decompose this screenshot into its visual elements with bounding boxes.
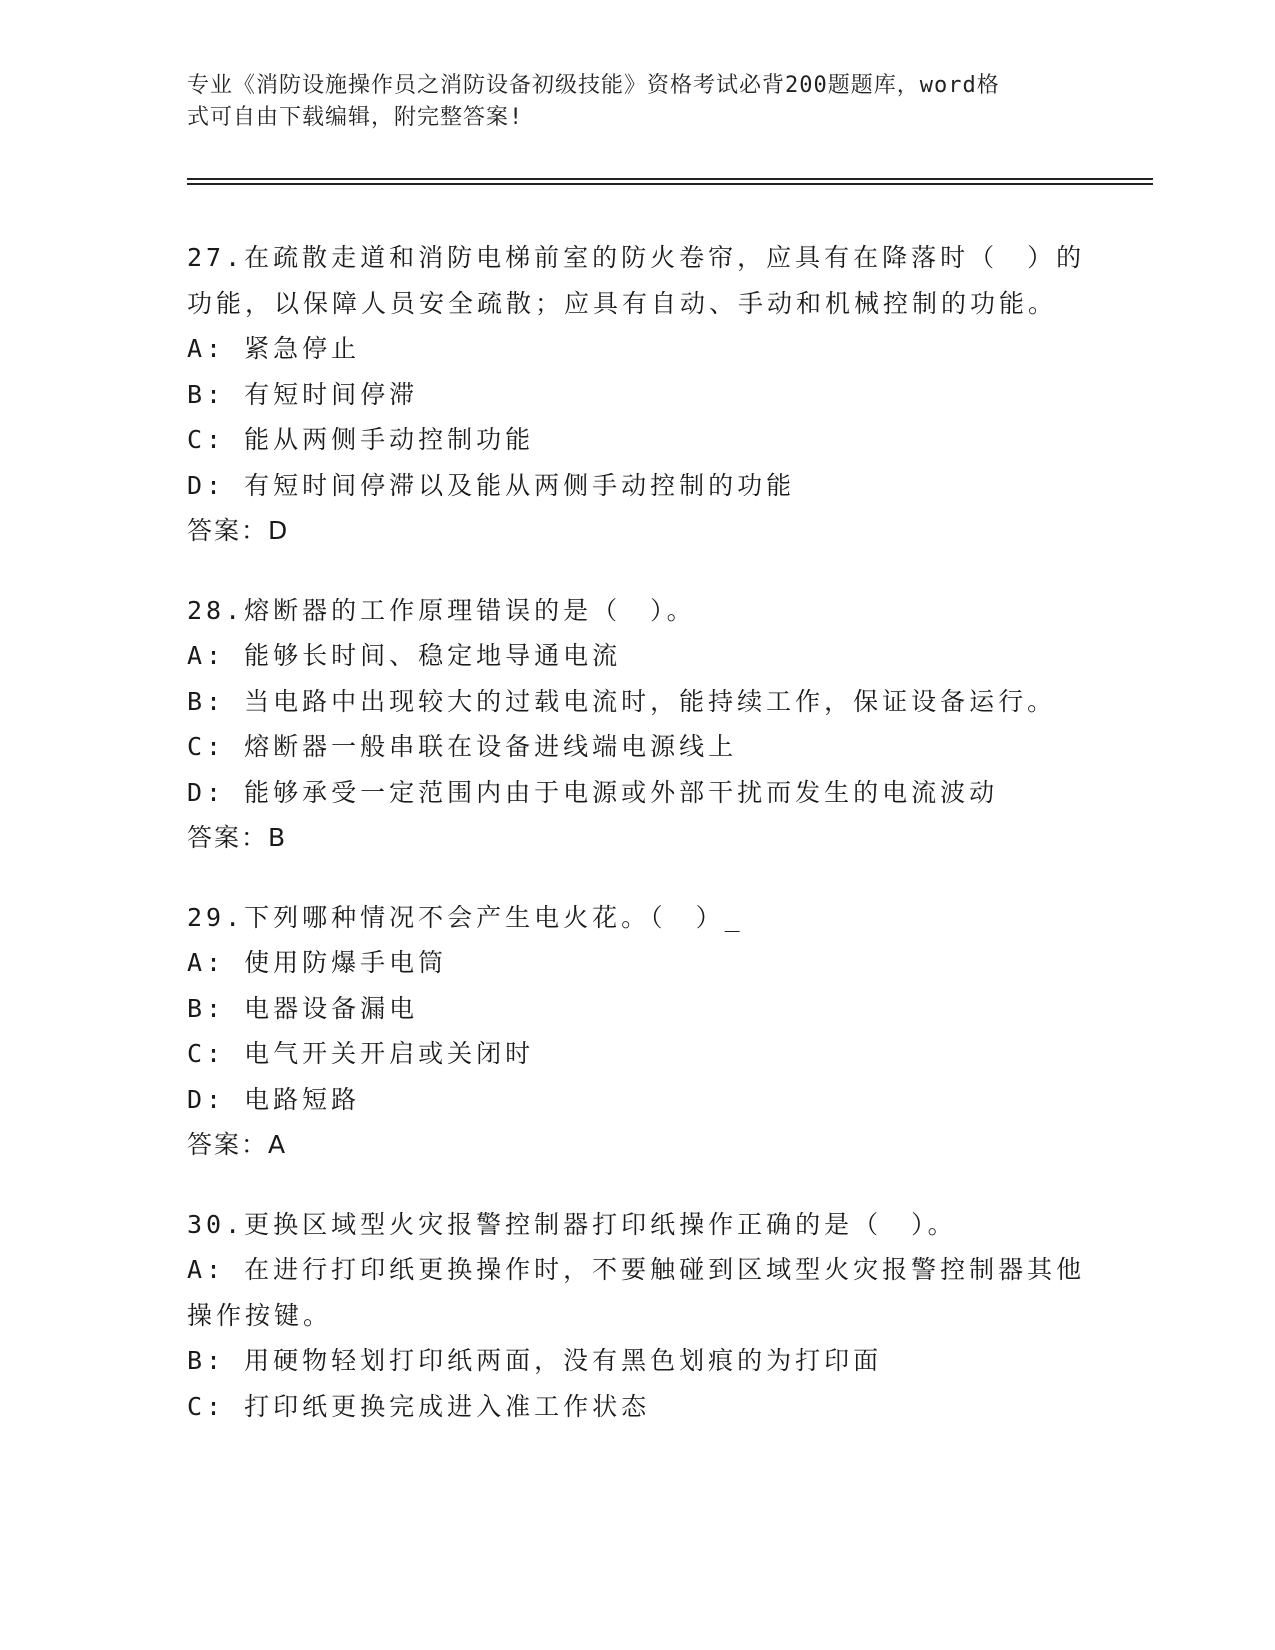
option-a: A: 使用防爆手电筒 (187, 948, 448, 977)
option-a-continued: 操作按键。 (187, 1300, 333, 1330)
question-30 (187, 1202, 1087, 1430)
answer-line: 答案：A (187, 1130, 288, 1159)
option-a: A: 紧急停止 (187, 334, 361, 363)
header-line-1: 专业《消防设施操作员之消防设备初级技能》资格考试必背200题题库，word格 (187, 73, 1000, 98)
question-list (187, 235, 1087, 1463)
question-stem: 28.熔断器的工作原理错误的是（ ）。 (187, 595, 696, 625)
question-stem: 29.下列哪种情况不会产生电火花。（ ）_ (187, 902, 744, 932)
option-d: D: 能够承受一定范围内由于电源或外部干扰而发生的电流波动 (187, 777, 999, 807)
question-stem: 30.更换区域型火灾报警控制器打印纸操作正确的是（ ）。 (187, 1209, 957, 1239)
option-d: D: 有短时间停滞以及能从两侧手动控制的功能 (187, 470, 796, 500)
header-divider-bottom (187, 183, 1153, 185)
option-c: C: 熔断器一般串联在设备进线端电源线上 (187, 732, 738, 761)
option-c: C: 电气开关开启或关闭时 (187, 1039, 535, 1068)
question-stem-continued: 功能，以保障人员安全疏散；应具有自动、手动和机械控制的功能。 (187, 288, 1058, 318)
option-c: C: 能从两侧手动控制功能 (187, 425, 535, 454)
option-a: A: 在进行打印纸更换操作时，不要触碰到区域型火灾报警控制器其他 (187, 1255, 1086, 1284)
question-27 (187, 235, 1087, 554)
option-b: B: 有短时间停滞 (187, 379, 419, 409)
header-line-2: 式可自由下载编辑，附完整答案! (187, 105, 524, 130)
option-d: D: 电路短路 (187, 1084, 361, 1114)
option-a: A: 能够长时间、稳定地导通电流 (187, 641, 622, 670)
answer-line: 答案：B (187, 823, 288, 852)
option-b: B: 用硬物轻划打印纸两面，没有黑色划痕的为打印面 (187, 1346, 883, 1375)
option-c: C: 打印纸更换完成进入准工作状态 (187, 1391, 651, 1421)
option-b: B: 电器设备漏电 (187, 993, 419, 1023)
question-28 (187, 588, 1087, 861)
question-stem: 27.在疏散走道和消防电梯前室的防火卷帘，应具有在降落时（ ）的 (187, 243, 1086, 272)
header-divider-top (187, 178, 1153, 180)
option-b: B: 当电路中出现较大的过载电流时，能持续工作，保证设备运行。 (187, 686, 1057, 716)
question-29 (187, 895, 1087, 1168)
document-header (187, 70, 1067, 134)
answer-line: 答案：D (187, 516, 290, 545)
